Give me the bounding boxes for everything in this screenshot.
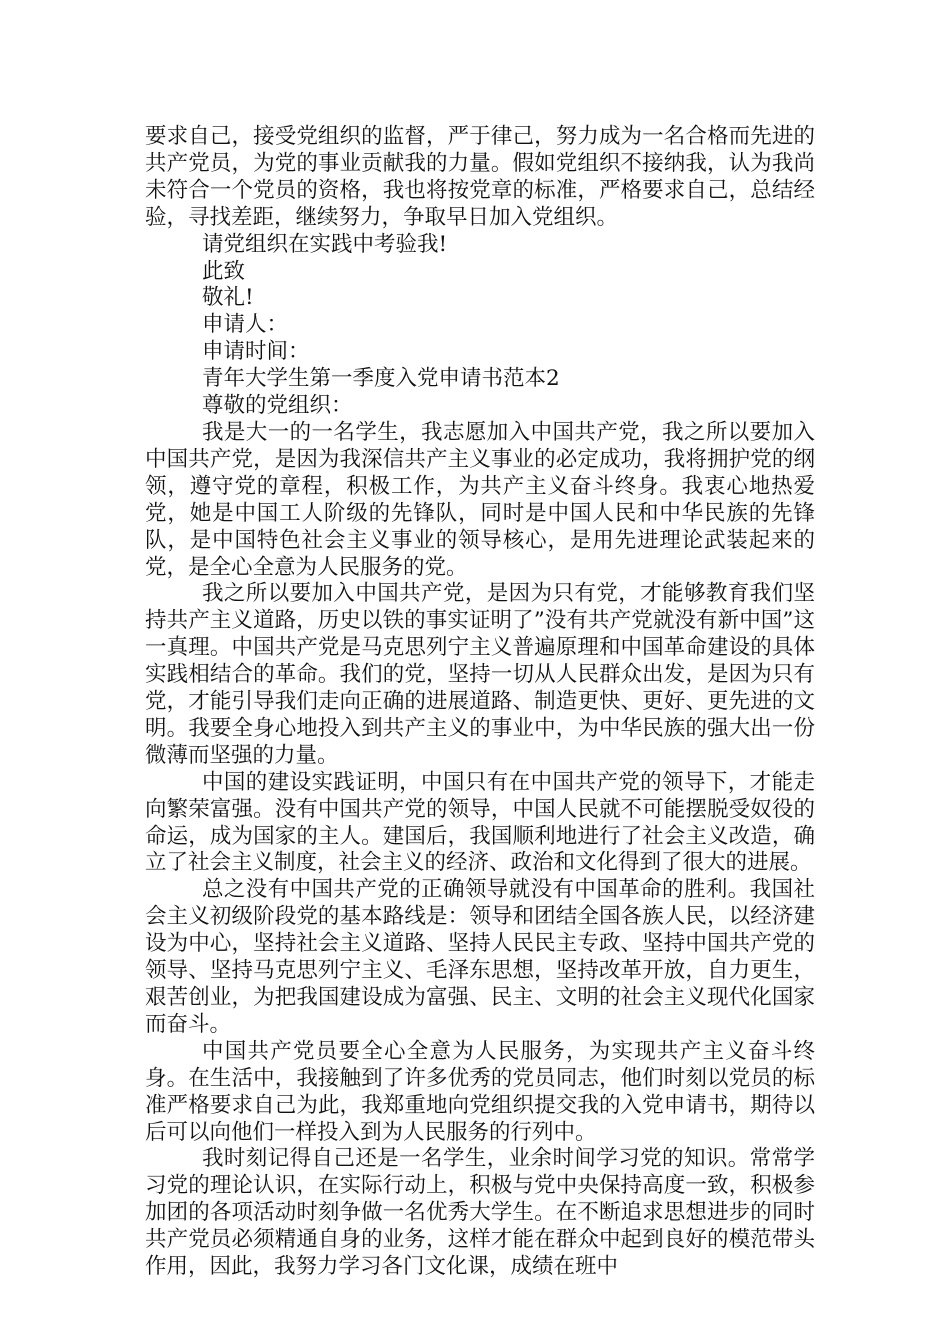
salutation-jing-li: 敬礼! — [202, 285, 254, 311]
applicant-label: 申请人： — [202, 312, 289, 338]
continued-paragraph: 要求自己，接受党组织的监督，严于律己，努力成为一名合格而先进的共产党员，为党的事业贡献我的力量。假如党组织不接纳我，认为我尚未符合一个党员的资格，我也将按党章的标准，严格要求自己，总结经验，寻找差距，继续努力，争取早日加入党组织。 — [145, 124, 815, 230]
document-body — [145, 124, 815, 1281]
salutation-ci-zhi: 此致 — [202, 258, 246, 284]
body-paragraph-5: 中国共产党员要全心全意为人民服务，为实现共产主义奋斗终身。在生活中，我接触到了许多优秀的党员同志，他们时刻以党员的标准严格要求自己为此，我郑重地向党组织提交我的入党申请书，期待以后可以向他们一样投入到为人民服务的行列中。 — [145, 1038, 815, 1145]
body-paragraph-1: 我是大一的一名学生，我志愿加入中国共产党，我之所以要加入中国共产党，是因为我深信共产主义事业的必定成功，我将拥护党的纲领，遵守党的章程，积极工作，为共产主义奋斗终身。我衷心地热爱党，她是中国工人阶级的先锋队，同时是中国人民和中华民族的先锋队，是中国特色社会主义事业的领导核心，是用先进理论武装起来的党，是全心全意为人民服务的党。 — [145, 419, 815, 580]
section-title: 青年大学生第一季度入党申请书范本2 — [202, 366, 560, 392]
date-label: 申请时间： — [202, 339, 310, 365]
greeting: 尊敬的党组织： — [202, 393, 353, 419]
closing-request: 请党组织在实践中考验我! — [202, 231, 448, 257]
body-paragraph-6: 我时刻记得自己还是一名学生，业余时间学习党的知识。常常学习党的理论认识，在实际行动上，积极与党中央保持高度一致，积极参加团的各项活动时刻争做一名优秀大学生。在不断追求思想进步的同时共产党员必须精通自身的业务，这样才能在群众中起到良好的模范带头作用，因此，我努力学习各门文化课，成绩在班中 — [145, 1146, 815, 1280]
body-paragraph-4: 总之没有中国共产党的正确领导就没有中国革命的胜利。我国社会主义初级阶段党的基本路线是：领导和团结全国各族人民，以经济建设为中心，坚持社会主义道路、坚持人民民主专政、坚持中国共产党的领导、坚持马克思列宁主义、毛泽东思想，坚持改革开放，自力更生，艰苦创业，为把我国建设成为富强、民主、文明的社会主义现代化国家而奋斗。 — [145, 877, 815, 1037]
body-paragraph-2: 我之所以要加入中国共产党，是因为只有党，才能够教育我们坚持共产主义道路，历史以铁的事实证明了”没有共产党就没有新中国”这一真理。中国共产党是马克思列宁主义普遍原理和中国革命建设的具体实践相结合的革命。我们的党，坚持一切从人民群众出发，是因为只有党，才能引导我们走向正确的进展道路、制造更快、更好、更先进的文明。我要全身心地投入到共产主义的事业中，为中华民族的强大出一份微薄而坚强的力量。 — [145, 581, 815, 768]
body-paragraph-3: 中国的建设实践证明，中国只有在中国共产党的领导下，才能走向繁荣富强。没有中国共产党的领导，中国人民就不可能摆脱受奴役的命运，成为国家的主人。建国后，我国顺利地进行了社会主义改造，确立了社会主义制度，社会主义的经济、政治和文化得到了很大的进展。 — [145, 769, 815, 876]
